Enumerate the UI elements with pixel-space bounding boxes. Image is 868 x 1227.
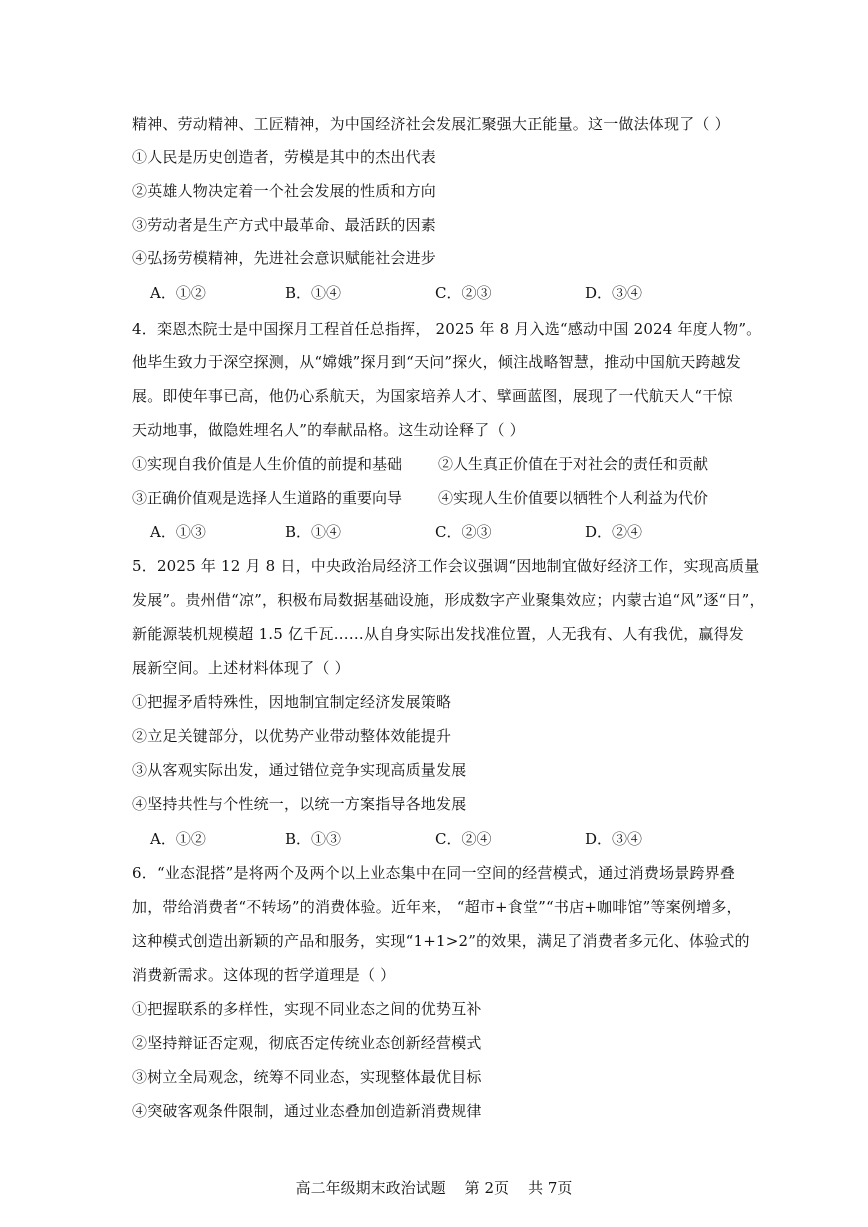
q4-item-2: ②人生真正价值在于对社会的责任和贡献	[438, 455, 709, 473]
q4-items-row-1	[132, 454, 752, 474]
q6-stem-line-2: 加，带给消费者“不转场”的消费体验。近年来， “超市+食堂”“书店+咖啡馆”等案例增多，	[132, 898, 742, 916]
q6-item-2: ②坚持辩证否定观，彻底否定传统业态创新经营模式	[132, 1034, 482, 1052]
q4-item-1: ①实现自我价值是人生价值的前提和基础	[132, 455, 403, 473]
q6-item-4: ④突破客观条件限制，通过业态叠加创造新消费规律	[132, 1102, 482, 1120]
q4-item-3: ③正确价值观是选择人生道路的重要向导	[132, 489, 403, 507]
q3-option-c[interactable]: C．②③	[435, 284, 492, 302]
q5-option-b[interactable]: B．①③	[285, 830, 342, 848]
q3-item-3: ③劳动者是生产方式中最革命、最活跃的因素	[132, 216, 437, 234]
q4-items-row-2	[132, 488, 752, 508]
q3-options	[150, 283, 770, 303]
q6-item-1: ①把握联系的多样性，实现不同业态之间的优势互补	[132, 1000, 482, 1018]
q5-stem-line-2: 发展”。贵州借“凉”，积极布局数据基础设施，形成数字产业聚集效应；内蒙古追“风”逐“日”，	[132, 591, 765, 609]
q4-option-d[interactable]: D．②④	[585, 523, 643, 541]
q3-item-4: ④弘扬劳模精神，先进社会意识赋能社会进步	[132, 249, 437, 267]
q4-item-4: ④实现人生价值要以牺牲个人利益为代价	[438, 489, 709, 507]
q5-stem-line-4: 展新空间。上述材料体现了（ ）	[132, 659, 350, 677]
q5-option-d[interactable]: D．③④	[585, 830, 643, 848]
q4-stem-line-3: 展。即使年事已高，他仍心系航天，为国家培养人才、擘画蓝图，展现了一代航天人“干惊	[132, 387, 733, 405]
q4-options	[150, 522, 770, 542]
q6-stem-line-1: 6．“业态混搭”是将两个及两个以上业态集中在同一空间的经营模式，通过消费场景跨界叠	[132, 864, 736, 882]
q3-stem-tail: 精神、劳动精神、工匠精神，为中国经济社会发展汇聚强大正能量。这一做法体现了（ ）	[132, 115, 730, 133]
q3-option-b[interactable]: B．①④	[285, 284, 342, 302]
page-footer: 高二年级期末政治试题 第 2页 共 7页	[295, 1179, 573, 1197]
q5-stem-line-3: 新能源装机规模超 1.5 亿千瓦……从自身实际出发找准位置，人无我有、人有我优，赢得发	[132, 625, 744, 643]
q4-stem-line-2: 他毕生致力于深空探测，从“嫦娥”探月到“天问”探火，倾注战略智慧，推动中国航天跨越发	[132, 353, 742, 371]
q6-stem-line-4: 消费新需求。这体现的哲学道理是（ ）	[132, 966, 396, 984]
q3-option-d[interactable]: D．③④	[585, 284, 643, 302]
q3-item-1: ①人民是历史创造者，劳模是其中的杰出代表	[132, 148, 437, 166]
q5-item-3: ③从客观实际出发，通过错位竞争实现高质量发展	[132, 761, 467, 779]
q6-item-3: ③树立全局观念，统筹不同业态，实现整体最优目标	[132, 1068, 482, 1086]
q4-option-b[interactable]: B．①④	[285, 523, 342, 541]
q5-item-1: ①把握矛盾特殊性，因地制宜制定经济发展策略	[132, 693, 452, 711]
q5-options	[150, 829, 770, 849]
q5-option-c[interactable]: C．②④	[435, 830, 492, 848]
q5-option-a[interactable]: A．①②	[150, 830, 206, 848]
q4-option-c[interactable]: C．②③	[435, 523, 492, 541]
q5-item-4: ④坚持共性与个性统一，以统一方案指导各地发展	[132, 795, 467, 813]
q4-option-a[interactable]: A．①③	[150, 523, 206, 541]
q3-option-a[interactable]: A．①②	[150, 284, 206, 302]
q4-stem-line-4: 天动地事，做隐姓埋名人”的奉献品格。这生动诠释了（ ）	[132, 421, 525, 439]
q4-stem-line-1: 4．栾恩杰院士是中国探月工程首任总指挥， 2025 年 8 月入选“感动中国 2024 年度人物”。	[132, 320, 762, 338]
q3-item-2: ②英雄人物决定着一个社会发展的性质和方向	[132, 182, 437, 200]
q6-stem-line-3: 这种模式创造出新颖的产品和服务，实现“1+1>2”的效果，满足了消费者多元化、体验式的	[132, 932, 750, 950]
q5-stem-line-1: 5．2025 年 12 月 8 日，中央政治局经济工作会议强调“因地制宜做好经济工作，实现高质量	[132, 557, 760, 575]
q5-item-2: ②立足关键部分，以优势产业带动整体效能提升	[132, 727, 452, 745]
